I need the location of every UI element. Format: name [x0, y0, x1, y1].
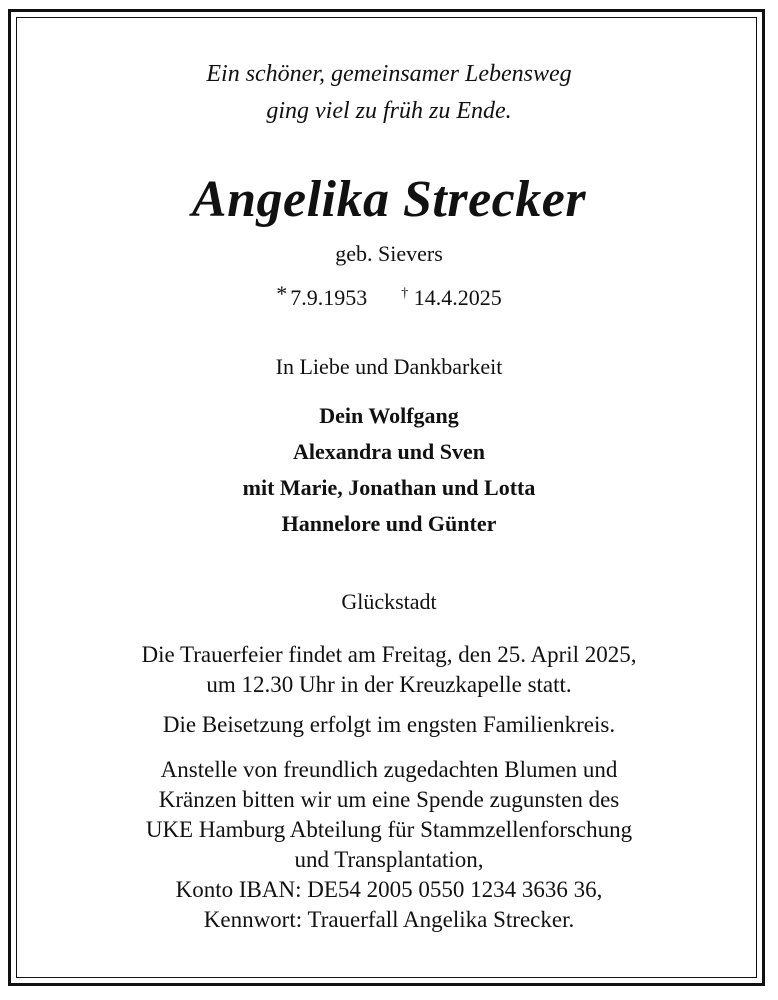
- maiden-name: geb. Sievers: [335, 241, 443, 266]
- donation-line: UKE Hamburg Abteilung für Stammzellenforschung: [145, 817, 633, 842]
- closing-phrase: In Liebe und Dankbarkeit: [275, 354, 503, 379]
- death-symbol: †: [401, 286, 409, 301]
- donation-line: und Transplantation,: [294, 847, 484, 872]
- donation-line: Kränzen bitten wir um eine Spende zugunsten des: [158, 787, 620, 812]
- mourner-line: Dein Wolfgang: [319, 403, 459, 428]
- deceased-name: Angelika Strecker: [191, 171, 587, 228]
- service-line-1: Die Trauerfeier findet am Freitag, den 25. April 2025,: [141, 642, 637, 667]
- motto: [0, 56, 778, 130]
- donation-line: Kennwort: Trauerfall Angelika Strecker.: [203, 907, 575, 932]
- burial-info: Die Beisetzung erfolgt im engsten Familienkreis.: [162, 712, 616, 737]
- mourner-line: mit Marie, Jonathan und Lotta: [242, 475, 536, 500]
- donation-line: Konto IBAN: DE54 2005 0550 1234 3636 36,: [175, 877, 603, 902]
- birth-symbol: *: [276, 281, 288, 306]
- service-line-2: um 12.30 Uhr in der Kreuzkapelle statt.: [206, 672, 572, 697]
- donation-line: Anstelle von freundlich zugedachten Blumen und: [160, 757, 618, 782]
- funeral-service-info: [0, 640, 778, 700]
- mourner-line: Hannelore und Günter: [281, 511, 497, 536]
- donation-info: [0, 755, 778, 935]
- life-dates: [0, 279, 778, 313]
- mourners-list: [0, 398, 778, 542]
- place: Glückstadt: [341, 589, 437, 614]
- motto-line-1: Ein schöner, gemeinsamer Lebensweg: [206, 61, 572, 87]
- death-date: 14.4.2025: [413, 285, 502, 310]
- mourner-line: Alexandra und Sven: [293, 439, 485, 464]
- birth-date: 7.9.1953: [290, 285, 368, 310]
- motto-line-2: ging viel zu früh zu Ende.: [266, 98, 512, 124]
